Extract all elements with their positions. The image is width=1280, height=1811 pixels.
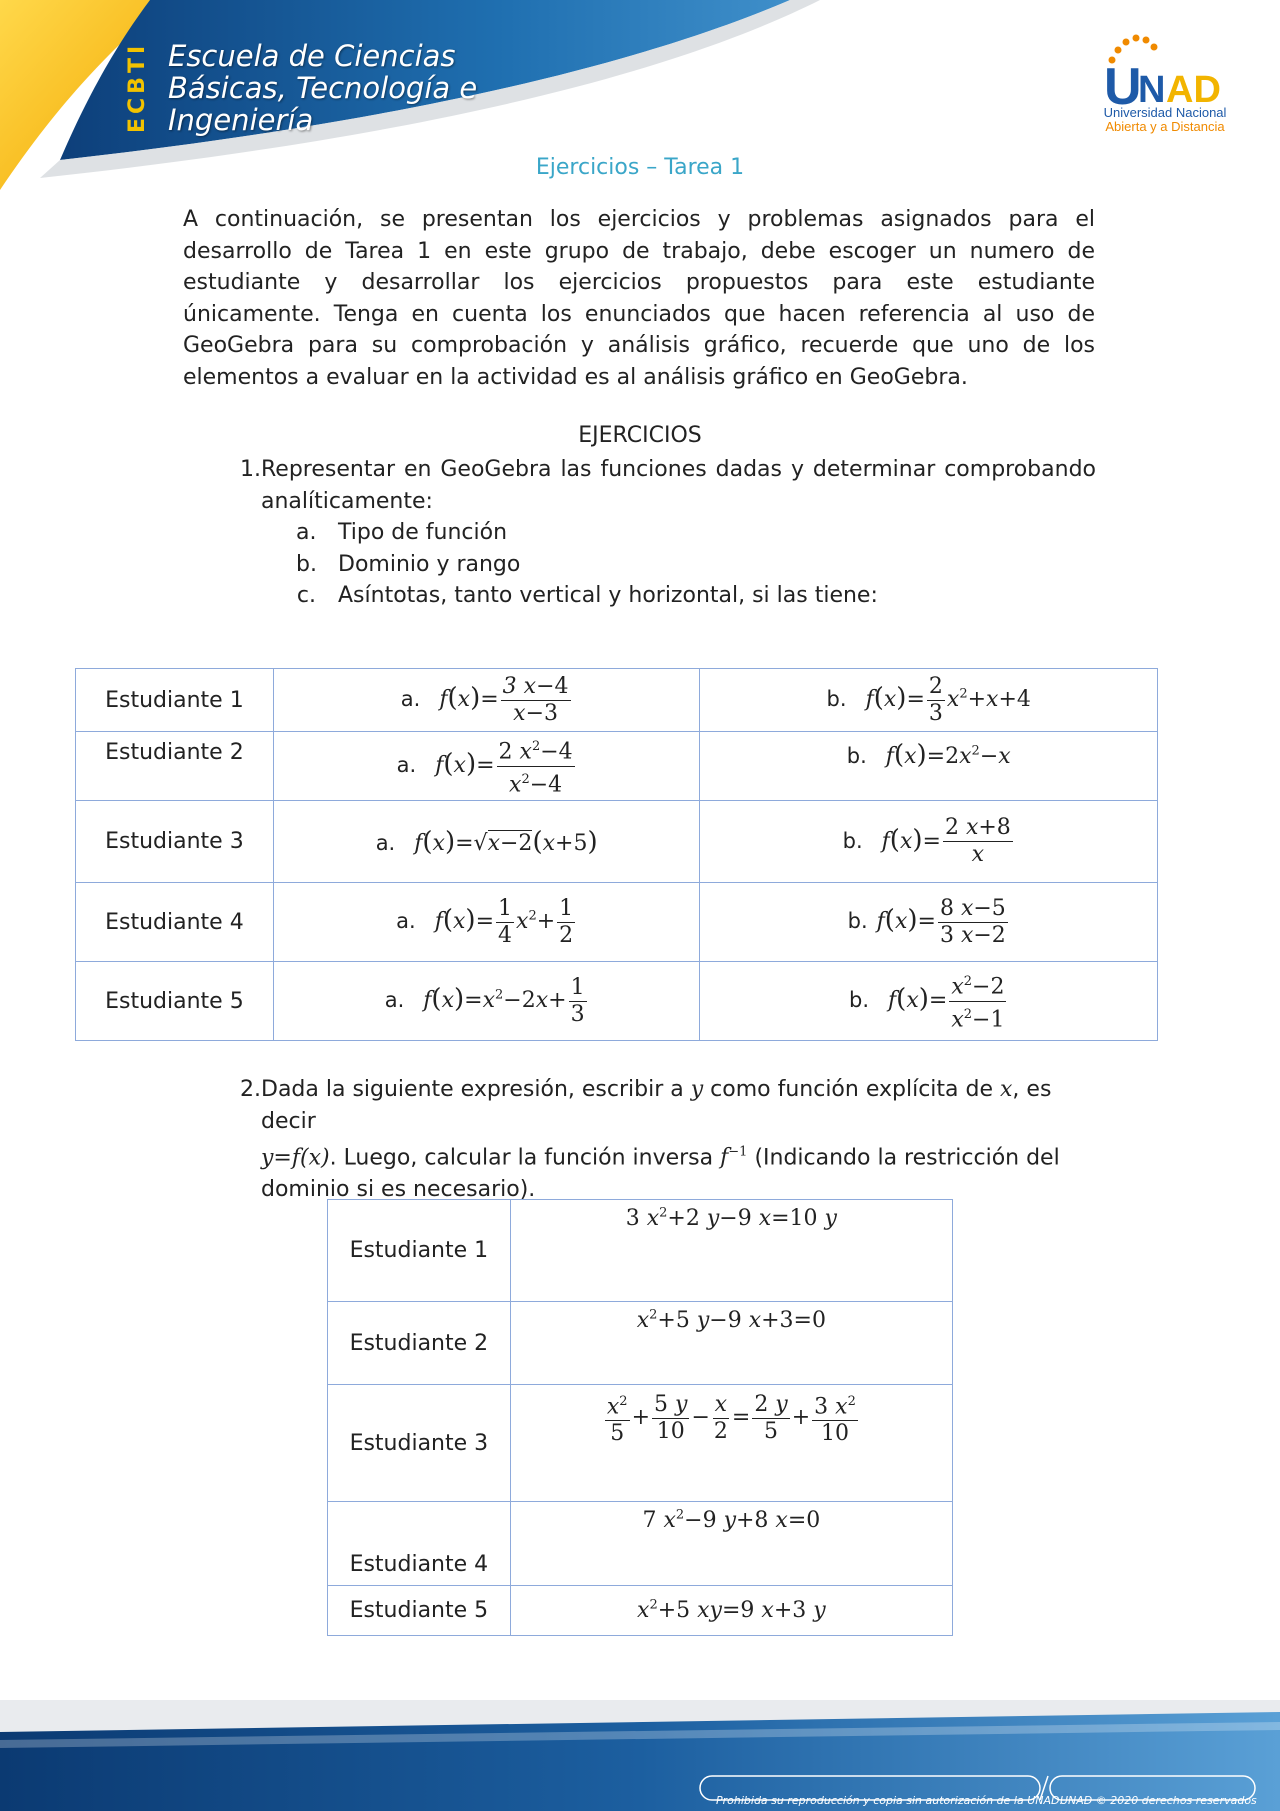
ecbti-acronym: ECBTI: [125, 41, 150, 134]
logo-caption-line-2: Abierta y a Distancia: [1105, 119, 1225, 134]
logo-caption-line-1: Universidad Nacional: [1103, 105, 1227, 120]
page-title: Ejercicios – Tarea 1: [535, 155, 745, 180]
item1-sub-b-text: Dominio y rango: [338, 552, 521, 577]
function-a-cell: a. f(x)= $\frac{1}{4}$ $x^2+$ $\frac{1}{2}$: [273, 883, 700, 962]
item1-sub-b-letter: b.: [296, 552, 317, 577]
function-b-cell: b. $f(x)=2x^2-x$: [700, 732, 1158, 801]
item1-sub-c-letter: c.: [296, 583, 316, 608]
table-row: [76, 732, 1158, 801]
expression-cell: 3 $x^2+2$ y−9 x=10 y: [510, 1200, 952, 1302]
logo-text-ad: AD: [1166, 69, 1221, 111]
school-line-3: Ingeniería: [168, 103, 314, 137]
table-row: [328, 1200, 953, 1302]
table-row: [76, 669, 1158, 732]
student-cell: Estudiante 1: [328, 1200, 511, 1302]
expression-cell: $x^2+5$ y−9 x+3=0: [510, 1302, 952, 1385]
student-cell: Estudiante 4: [76, 883, 274, 962]
logo-text-n: N: [1138, 69, 1166, 111]
item1-sub-a-text: Tipo de función: [338, 520, 508, 545]
intro-paragraph: A continuación, se presentan los ejercicios y problemas asignados para el desarrollo de Tarea 1 en este grupo de trabajo, debe escoger un numero de estudiante y desarrollar los ejercicios propuestos para este estudiante únicamente. Tenga en cuenta los enunciados que hacen referencia al uso de GeoGebra para su comprobación y análisis gráfico, recuerde que uno de los elementos a evaluar en la actividad es al análisis gráfico en GeoGebra.: [183, 207, 1095, 390]
item1-number: 1.: [240, 457, 261, 482]
table-row: [76, 962, 1158, 1041]
student-cell: Estudiante 5: [328, 1586, 511, 1636]
function-b-cell: b. f(x)= $\frac{2}{3}$ $x^2+x+4$: [700, 669, 1158, 732]
table-row: [76, 801, 1158, 883]
item1-text: Representar en GeoGebra las funciones dadas y determinar comprobando analíticamente:: [261, 457, 1096, 514]
footer-notice: Prohibida su reproducción y copia sin autorización de la UNAD.: [716, 1794, 1063, 1807]
function-a-cell: a. f(x)= $\frac{2 x^2-4}{x^2-4}$: [273, 732, 700, 801]
item2-number: 2.: [240, 1077, 261, 1102]
item1-sub-a-letter: a.: [296, 520, 317, 545]
function-b-cell: b. f(x)= $\frac{x^2-2}{x^2-1}$: [700, 962, 1158, 1041]
function-a-cell: a. $f(x)=x^2-2x+$ $\frac{1}{3}$: [273, 962, 700, 1041]
student-cell: Estudiante 3: [76, 801, 274, 883]
footer-rights: UNAD © 2020 derechos reservados: [1060, 1794, 1257, 1807]
student-cell: Estudiante 4: [328, 1502, 511, 1586]
logo-text-u: U: [1104, 58, 1142, 116]
item1-sub-c-text: Asíntotas, tanto vertical y horizontal, si las tiene:: [338, 583, 878, 608]
expression-cell: $\frac{x^2}{5}$ + $\frac{5 y}{10}$ − $\frac{x}{2}$ = $\frac{2 y}{5}$ + $\frac{3 x^2}{10}$: [510, 1385, 952, 1502]
section-heading: EJERCICIOS: [578, 423, 702, 448]
function-b-cell: b. f(x)= $\frac{2 x+8}{x}$: [700, 801, 1158, 883]
function-b-cell: b. f(x)= $\frac{8 x-5}{3 x-2}$: [700, 883, 1158, 962]
student-cell: Estudiante 1: [76, 669, 274, 732]
expressions-table: [327, 1199, 953, 1636]
school-line-1: Escuela de Ciencias: [168, 39, 456, 73]
student-cell: Estudiante 2: [76, 732, 274, 801]
expression-cell: $x^2+5$ xy=9 x+3 y: [510, 1586, 952, 1636]
table-row: [328, 1502, 953, 1586]
student-cell: Estudiante 2: [328, 1302, 511, 1385]
function-a-cell: a. f(x)=√x−2(x+5): [273, 801, 700, 883]
school-name: [168, 40, 477, 136]
logo-caption: [1090, 106, 1240, 134]
table-row: [76, 883, 1158, 962]
school-line-2: Básicas, Tecnología e: [168, 71, 478, 105]
table-row: [328, 1586, 953, 1636]
function-a-cell: a. f(x)= $\frac{3 x-4}{x-3}$: [273, 669, 700, 732]
functions-table: [75, 668, 1158, 1041]
student-cell: Estudiante 5: [76, 962, 274, 1041]
expression-cell: 7 $x^2-9$ y+8 x=0: [510, 1502, 952, 1586]
student-cell: Estudiante 3: [328, 1385, 511, 1502]
item2-text: Dada la siguiente expresión, escribir a y como función explícita de x, es decir y=f(x). Luego, calcular la función inversa $f^{-1}$ (Indicando la restricción del dominio si es necesario).: [261, 1077, 1060, 1202]
table-row: [328, 1302, 953, 1385]
table-row: [328, 1385, 953, 1502]
